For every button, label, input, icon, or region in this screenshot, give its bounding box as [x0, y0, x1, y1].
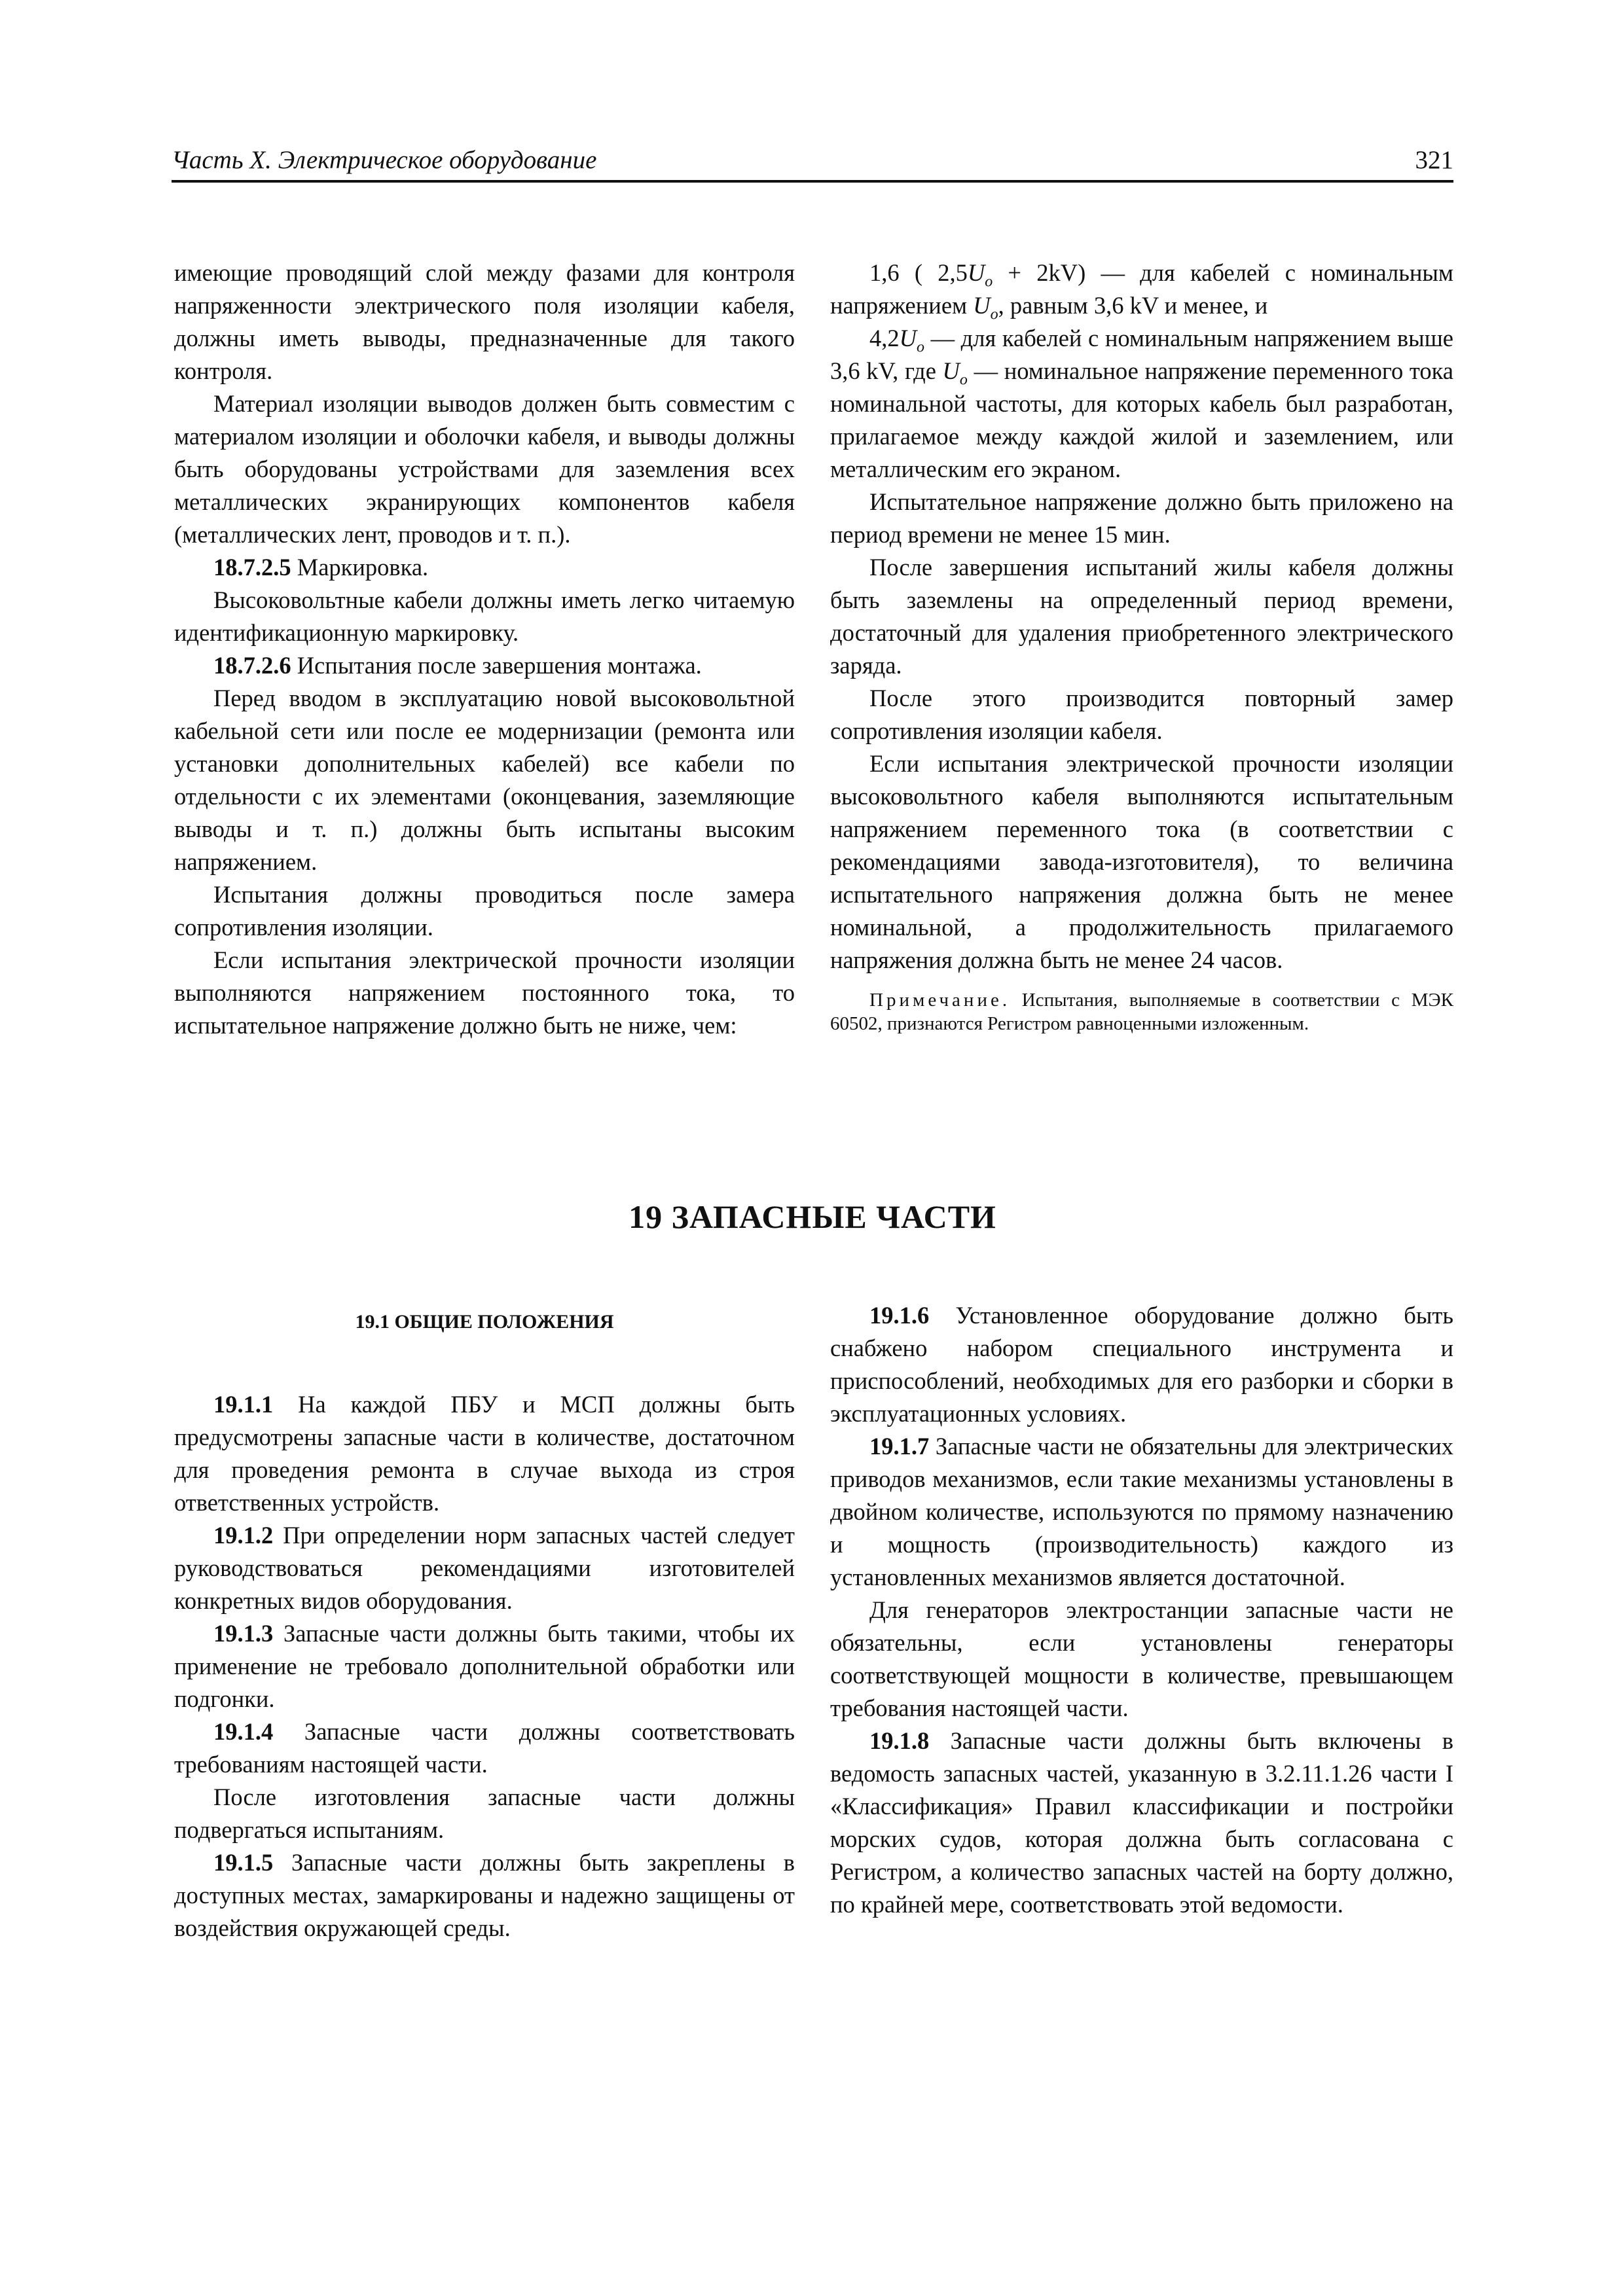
clause-text: Установленное оборудование должно быть снабжено набором специального инструмента и приспособлений, необходимых для его разборки и сборки в эксплуатационных условиях.	[830, 1302, 1453, 1427]
formula-subscript: o	[959, 371, 968, 389]
clause-text: Запасные части должны быть такими, чтобы их применение не требовало дополнительной обработки или подгонки.	[174, 1620, 795, 1712]
formula-paragraph	[830, 257, 1453, 322]
paragraph: Перед вводом в эксплуатацию новой высоковольтной кабельной сети или после ее модернизации (ремонта или установки дополнительных кабелей) все кабели по отдельности с их элементами (оконцевания, заземляющие выводы и т. п.) должны быть испытаны высоким напряжением.	[174, 685, 795, 875]
clause-number: 19.1.6	[869, 1302, 930, 1329]
formula-text: , равным 3,6 kV и менее, и	[998, 292, 1268, 319]
running-header-title: Часть X. Электрическое оборудование	[172, 146, 597, 174]
clause-text: Маркировка.	[291, 554, 429, 581]
paragraph: имеющие проводящий слой между фазами для контроля напряженности электрического поля изоляции кабеля, должны иметь выводы, предназначенные для такого контроля.	[174, 259, 795, 384]
note-text: Испытания, выполняемые в соответствии с МЭК 60502, признаются Регистром равноценными изложенным.	[830, 990, 1453, 1034]
chapter-title: 19 ЗАПАСНЫЕ ЧАСТИ	[629, 1198, 996, 1235]
clause-number: 18.7.2.5	[213, 554, 291, 581]
formula-symbol: U	[967, 259, 985, 286]
formula-subscript: o	[916, 338, 924, 356]
formula-symbol: U	[899, 325, 917, 351]
page-number: 321	[1415, 146, 1453, 174]
clause-text: Запасные части должны соответствовать требованиям настоящей части.	[174, 1718, 795, 1778]
paragraph: Если испытания электрической прочности изоляции высоковольтного кабеля выполняются испытательным напряжением переменного тока (в соответствии с рекомендациями завода-изготовителя), то величина испытательного напряжения должна быть не менее номинальной, а продолжительность прилагаемого напряжения должна быть не менее 24 часов.	[830, 750, 1453, 973]
clause-text: Запасные части должны быть закреплены в доступных местах, замаркированы и надежно защищены от воздействия окружающей среды.	[174, 1849, 795, 1941]
clause-number: 19.1.4	[213, 1718, 274, 1745]
clause-text: На каждой ПБУ и МСП должны быть предусмотрены запасные части в количестве, достаточном для проведения ремонта в случае выхода из строя ответственных устройств.	[174, 1391, 795, 1516]
formula-subscript: o	[985, 273, 993, 291]
clause	[174, 1617, 795, 1715]
paragraph: Для генераторов электростанции запасные части не обязательны, если установлены генераторы соответствующей мощности в количестве, превышающем требования настоящей части.	[830, 1596, 1453, 1721]
paragraph: После изготовления запасные части должны подвергаться испытаниям.	[174, 1784, 795, 1843]
clause-text: При определении норм запасных частей следует руководствоваться рекомендациями изготовителей конкретных видов оборудования.	[174, 1522, 795, 1614]
clause-number: 19.1.2	[213, 1522, 274, 1549]
formula-symbol: U	[942, 357, 960, 384]
formula-paragraph	[830, 322, 1453, 486]
page-header	[172, 141, 1453, 183]
top-right-column	[830, 257, 1453, 1035]
paragraph: После завершения испытаний жилы кабеля должны быть заземлены на определенный период времени, достаточный для удаления приобретенного электрического заряда.	[830, 554, 1453, 679]
paragraph: Высоковольтные кабели должны иметь легко читаемую идентификационную маркировку.	[174, 586, 795, 646]
clause	[174, 1715, 795, 1781]
bottom-left-column	[174, 1299, 795, 1945]
clause-number: 19.1.5	[213, 1849, 274, 1876]
clause-text: Запасные части должны быть включены в ведомость запасных частей, указанную в 3.2.11.1.26 части I «Классификация» Правил классификации и постройки морских судов, которая должна быть согласована с Регистром, а количество запасных частей на борту должно, по крайней мере, соответствовать этой ведомости.	[830, 1727, 1453, 1918]
formula-text: + 2kV) — для кабелей с номинальным напряжением	[830, 259, 1454, 319]
clause-number: 19.1.8	[869, 1727, 930, 1754]
note-label: Примечание.	[869, 990, 1011, 1011]
clause	[174, 1519, 795, 1617]
clause-number: 18.7.2.6	[213, 652, 291, 679]
formula-subscript: o	[990, 306, 998, 323]
clause	[830, 1725, 1453, 1921]
clause-heading	[174, 649, 795, 682]
clause	[174, 1846, 795, 1945]
clause-text: Испытания после завершения монтажа.	[291, 652, 702, 679]
clause-number: 19.1.3	[213, 1620, 274, 1647]
top-left-column	[174, 257, 795, 1042]
note	[830, 988, 1453, 1035]
paragraph: Если испытания электрической прочности изоляции выполняются напряжением постоянного тока, то испытательное напряжение должно быть не ниже, чем:	[174, 946, 795, 1039]
formula-text: 4,2	[869, 325, 900, 351]
bottom-right-column	[830, 1299, 1453, 1921]
clause-heading	[174, 551, 795, 584]
paragraph: Испытания должны проводиться после замера сопротивления изоляции.	[174, 881, 795, 941]
section-title: 19.1 ОБЩИЕ ПОЛОЖЕНИЯ	[355, 1311, 614, 1333]
clause-text: Запасные части не обязательны для электрических приводов механизмов, если такие механизмы установлены в двойном количестве, используются по прямому назначению и мощность (производительность) каждого из установленных механизмов является достаточной.	[830, 1433, 1453, 1590]
paragraph: Испытательное напряжение должно быть приложено на период времени не менее 15 мин.	[830, 488, 1453, 548]
clause-number: 19.1.1	[213, 1391, 274, 1418]
formula-text: — номинальное напряжение переменного тока номинальной частоты, для которых кабель был разработан, прилагаемое между каждой жилой и заземлением, или металлическим его экраном.	[830, 357, 1453, 482]
formula-symbol: U	[973, 292, 991, 319]
clause	[174, 1388, 795, 1519]
clause-number: 19.1.7	[869, 1433, 930, 1460]
paragraph: После этого производится повторный замер сопротивления изоляции кабеля.	[830, 685, 1453, 744]
formula-text: 1,6 ( 2,5	[869, 259, 968, 286]
paragraph: Материал изоляции выводов должен быть совместим с материалом изоляции и оболочки кабеля, и выводы должны быть оборудованы устройствами для заземления всех металлических экранирующих компонентов кабеля (металлических лент, проводов и т. п.).	[174, 390, 795, 548]
clause	[830, 1430, 1453, 1594]
formula-text: — для кабелей с номинальным напряжением выше 3,6 kV, где	[830, 325, 1453, 384]
clause	[830, 1299, 1453, 1430]
